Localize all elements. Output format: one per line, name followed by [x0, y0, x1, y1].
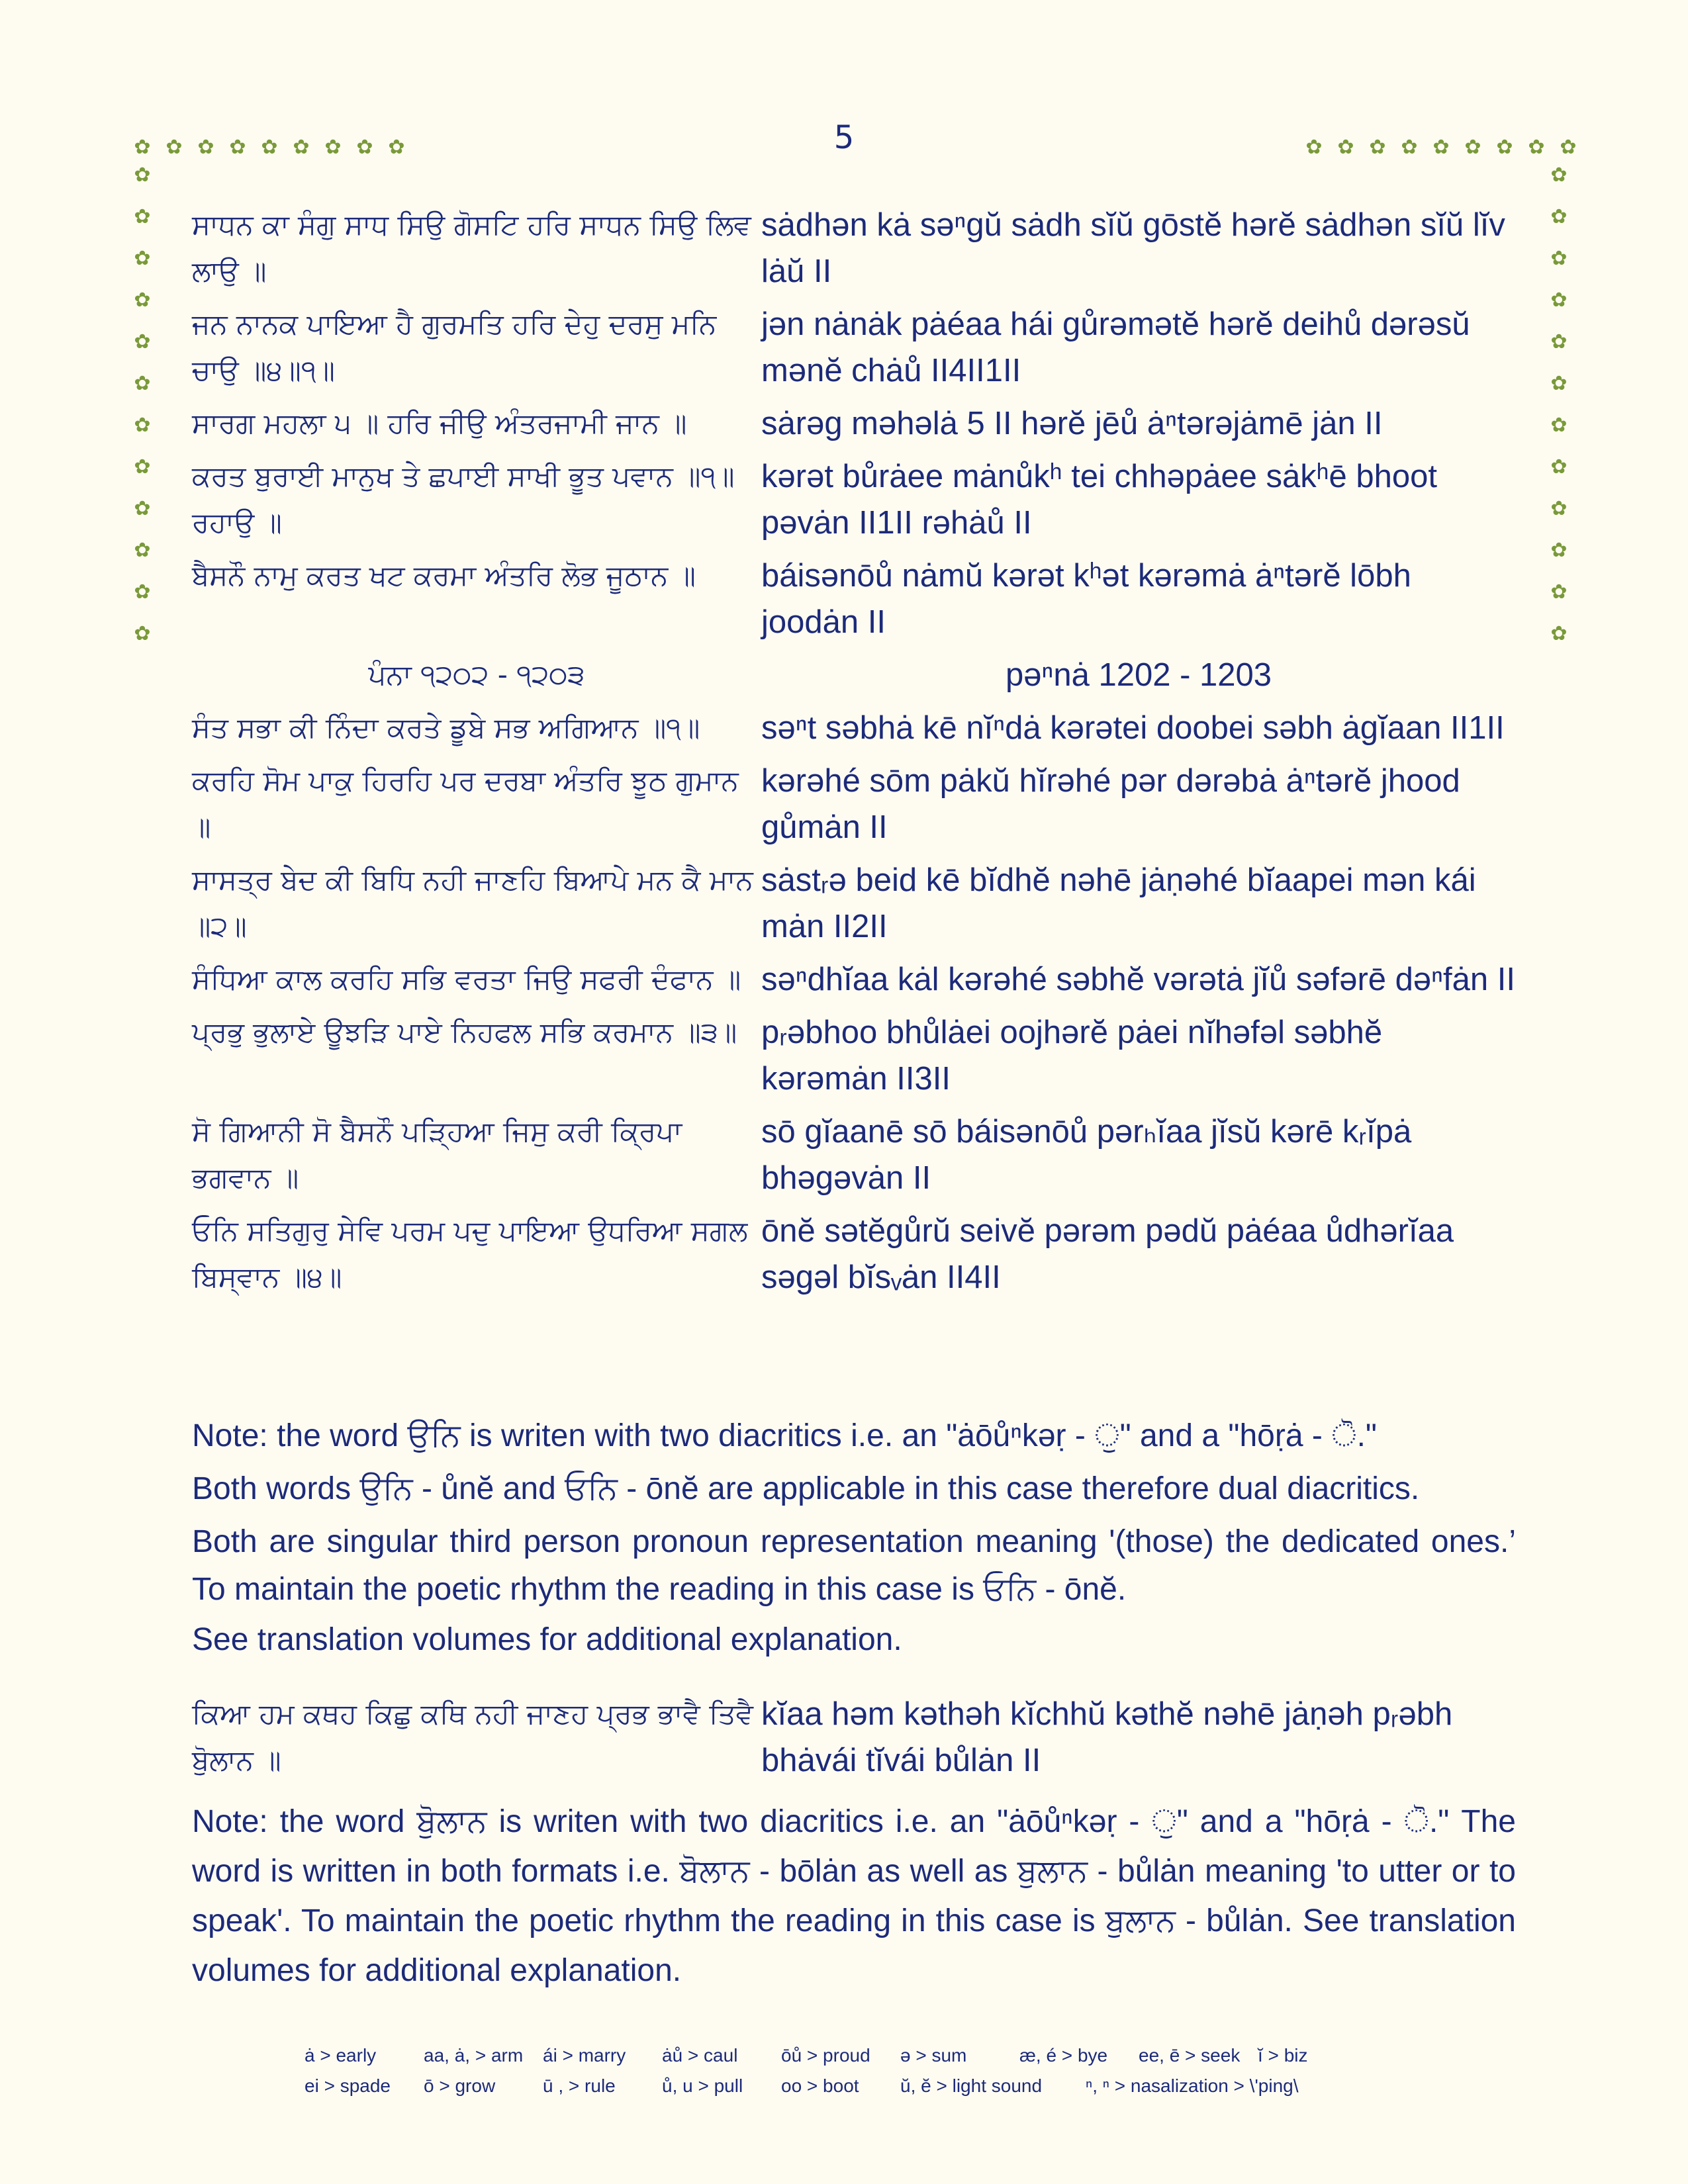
legend-row	[305, 2045, 1496, 2066]
flower-ornament-icon: ✿	[134, 136, 151, 159]
flower-ornament-icon: ✿	[134, 497, 151, 520]
transliteration-line: kərəhé sōm pȧkŭ hĭrəhé pər dərəbȧ ȧⁿtərĕ jhood gůmȧn II	[761, 763, 1460, 845]
transliteration-line: kərət bůrȧee mȧnůkʰ tei chhəpȧee sȧkʰē bhoot pəvȧn II1II rəhȧů II	[761, 459, 1437, 541]
flower-ornament-icon: ✿	[1432, 136, 1450, 159]
flower-ornament-icon: ✿	[1550, 163, 1568, 187]
flower-ornament-icon: ✿	[388, 136, 405, 159]
flower-ornament-icon: ✿	[1337, 136, 1354, 159]
flower-ornament-icon: ✿	[293, 136, 310, 159]
verse-row	[192, 453, 1516, 546]
legend-item: ə > sum	[900, 2045, 967, 2066]
transliteration-line: ōnĕ sətĕgůrŭ seivĕ pərəm pədŭ pȧéaa ůdhərĭaa səgəl bĭsᵥȧn II4II	[761, 1213, 1454, 1295]
flower-ornament-icon: ✿	[134, 372, 151, 395]
legend-item: ei > spade	[305, 2075, 391, 2096]
flower-ornament-icon: ✿	[1496, 136, 1513, 159]
verse-row	[192, 301, 1516, 394]
flower-ornament-icon: ✿	[1528, 136, 1545, 159]
transliteration-line: sō gĭaanē sō báisənōů pərₕĭaa jĭsŭ kərē kᵣĭpȧ bhəgəvȧn II	[761, 1114, 1412, 1196]
legend-item: ȧů > caul	[662, 2045, 738, 2066]
gurmukhi-line: ਬੈਸਨੌ ਨਾਮੁ ਕਰਤ ਖਟ ਕਰਮਾ ਅੰਤਰਿ ਲੋਭ ਜੂਠਾਨ ॥	[192, 559, 696, 592]
verse-table-bottom	[192, 1691, 1516, 1790]
gurmukhi-line: ਕਿਆ ਹਮ ਕਥਹ ਕਿਛੁ ਕਥਿ ਨਹੀ ਜਾਣਹ ਪ੍ਰਭ ਭਾਵੈ ਤਿਵੈ ਬੁੋਲਾਨ ॥	[192, 1698, 753, 1776]
section-heading	[192, 652, 1516, 698]
flower-ornament-icon: ✿	[134, 289, 151, 312]
legend-item: ŭ, ĕ > light sound	[900, 2075, 1043, 2096]
verse-row	[192, 400, 1516, 447]
gurmukhi-line: ਸੰਤ ਸਭਾ ਕੀ ਨਿੰਦਾ ਕਰਤੇ ਡੂਬੇ ਸਭ ਅਗਿਆਨ ॥੧॥	[192, 711, 700, 744]
flower-ornament-icon: ✿	[1550, 497, 1568, 520]
verse-row	[192, 857, 1516, 950]
gurmukhi-line: ਸਾਸਤ੍ਰ ਬੇਦ ਕੀ ਬਿਧਿ ਨਹੀ ਜਾਣਹਿ ਬਿਆਪੇ ਮਨ ਕੈ ਮਾਨ ॥੨॥	[192, 864, 753, 942]
flower-ornament-icon: ✿	[134, 330, 151, 353]
flower-ornament-icon: ✿	[134, 539, 151, 562]
verse-row	[192, 202, 1516, 295]
gurmukhi-line: ਕਰਹਿ ਸੋਮ ਪਾਕੁ ਹਿਰਹਿ ਪਰ ਦਰਬਾ ਅੰਤਰਿ ਝੂਠ ਗੁਮਾਨ ॥	[192, 764, 739, 843]
verse-row	[192, 956, 1516, 1003]
transliteration-line: səⁿdhĭaa kȧl kərəhé səbhĕ vərətȧ jĭů səfərē dəⁿfȧn II	[761, 962, 1515, 997]
note-line: Both words ਉਨਿ - ůnĕ and ਓਨਿ - ōnĕ are applicable in this case therefore dual diacritics.	[192, 1471, 1420, 1506]
flower-ornament-icon: ✿	[134, 247, 151, 270]
verse-row	[192, 1109, 1516, 1201]
verse-row	[192, 553, 1516, 645]
flower-ornament-icon: ✿	[1550, 372, 1568, 395]
flower-ornament-icon: ✿	[165, 136, 183, 159]
legend-item: ō > grow	[424, 2075, 496, 2096]
transliteration-line: báisənōů nȧmŭ kərət kʰət kərəmȧ ȧⁿtərĕ lōbh joodȧn II	[761, 558, 1411, 640]
flower-ornament-icon: ✿	[1550, 330, 1568, 353]
note-paragraph: Note: the word ਬੁੋਲਾਨ is writen with two diacritics i.e. an "ȧōůⁿkəṛ - ੁ" and a "hōṛȧ - ੋ." The word is written in both formats i.e. ਬੋਲਾਨ - bōlȧn as well as ਬੁਲਾਨ - bůlȧn meaning 'to utter or to speak'. To maintain the poetic rhythm the reading in this case is ਬੁਲਾਨ - bůlȧn. See translation volumes for additional explanation.	[192, 1804, 1516, 1988]
flower-ornament-icon: ✿	[1550, 247, 1568, 270]
gurmukhi-line: ਜਨ ਨਾਨਕ ਪਾਇਆ ਹੈ ਗੁਰਮਤਿ ਹਰਿ ਦੇਹੁ ਦਰਸੁ ਮਨਿ ਚਾਉ ॥੪॥੧॥	[192, 308, 717, 387]
flower-ornament-icon: ✿	[197, 136, 214, 159]
transliteration-line: sȧdhən kȧ səⁿgŭ sȧdh sĭŭ gōstĕ hərĕ sȧdhən sĭŭ lĭv lȧŭ II	[761, 207, 1505, 289]
legend-item: ái > marry	[543, 2045, 626, 2066]
flower-ornament-icon: ✿	[1550, 539, 1568, 562]
flower-ornament-icon: ✿	[134, 580, 151, 604]
note-block-2	[192, 1797, 1516, 1995]
flower-ornament-icon: ✿	[1550, 205, 1568, 228]
flower-ornament-icon: ✿	[324, 136, 342, 159]
note-line: Both are singular third person pronoun representation meaning '(those) the dedicated ones.’ To maintain the poetic rhythm the reading in this case is ਓਨਿ - ōnĕ.	[192, 1524, 1516, 1607]
legend-item: ⁿ, ⁿ > nasalization > \'ping\	[1086, 2075, 1299, 2096]
verse-row	[192, 1691, 1516, 1784]
gurmukhi-line: ਸੋ ਗਿਆਨੀ ਸੋ ਬੈਸਨੌ ਪੜ੍ਹਿਆ ਜਿਸੁ ਕਰੀ ਕ੍ਰਿਪਾ ਭਗਵਾਨ ॥	[192, 1115, 682, 1194]
flower-ornament-icon: ✿	[1550, 455, 1568, 478]
transliteration-line: kĭaa həm kəthəh kĭchhŭ kəthĕ nəhē jȧṇəh pᵣəbh bhȧvái tĭvái bůlȧn II	[761, 1696, 1453, 1778]
transliteration-line: pᵣəbhoo bhůlȧei oojhərĕ pȧei nĭhəfəl səbhĕ kərəmȧn II3II	[761, 1015, 1383, 1097]
legend-item: ee, ē > seek	[1139, 2045, 1241, 2066]
flower-ornament-icon: ✿	[134, 163, 151, 187]
legend-item: ū , > rule	[543, 2075, 616, 2096]
flower-ornament-icon: ✿	[1550, 580, 1568, 604]
verse-row	[192, 1208, 1516, 1300]
flower-ornament-icon: ✿	[1560, 136, 1577, 159]
gurmukhi-line: ਸਾਧਨ ਕਾ ਸੰਗੁ ਸਾਧ ਸਿਉ ਗੋਸਟਿ ਹਰਿ ਸਾਧਨ ਸਿਉ ਲਿਵ ਲਾਉ ॥	[192, 208, 751, 287]
gurmukhi-line: ਓਨਿ ਸਤਿਗੁਰੁ ਸੇਵਿ ਪਰਮ ਪਦੁ ਪਾਇਆ ਉਧਰਿਆ ਸਗਲ ਬਿਸ੍ਵਾਨ ॥੪॥	[192, 1214, 748, 1293]
verse-row	[192, 1009, 1516, 1102]
page-number: 5	[833, 119, 855, 156]
note-line: Note: the word ਉਨਿ is writen with two diacritics i.e. an "ȧōůⁿkəṛ - ੁ" and a "hōṛȧ - ੋ."	[192, 1418, 1377, 1453]
legend-item: ōů > proud	[781, 2045, 870, 2066]
flower-ornament-icon: ✿	[1464, 136, 1481, 159]
flower-ornament-icon: ✿	[356, 136, 373, 159]
transliteration-line: sȧstᵣə beid kē bĭdhĕ nəhē jȧṇəhé bĭaapei mən kái mȧn II2II	[761, 862, 1476, 944]
legend-item: ȧ > early	[305, 2045, 377, 2066]
legend-item: æ, é > bye	[1019, 2045, 1108, 2066]
legend-item: aa, ȧ, > arm	[424, 2045, 524, 2066]
flower-ornament-icon: ✿	[1369, 136, 1386, 159]
note-line: See translation volumes for additional explanation.	[192, 1622, 902, 1657]
flower-ornament-icon: ✿	[1550, 414, 1568, 437]
legend-item: oo > boot	[781, 2075, 859, 2096]
note-block-1	[192, 1410, 1516, 1666]
gurmukhi-line: ਪ੍ਰਭੁ ਭੁਲਾਏ ਊਝੜਿ ਪਾਏ ਨਿਹਫਲ ਸਭਿ ਕਰਮਾਨ ॥੩॥	[192, 1016, 737, 1048]
flower-ornament-icon: ✿	[261, 136, 278, 159]
flower-ornament-icon: ✿	[1305, 136, 1323, 159]
section-heading-translit: pəⁿnȧ 1202 - 1203	[1005, 657, 1272, 693]
verse-row	[192, 705, 1516, 751]
flower-ornament-icon: ✿	[134, 205, 151, 228]
legend-item: ĭ > biz	[1258, 2045, 1308, 2066]
transliteration-line: jən nȧnȧk pȧéaa hái gůrəmətĕ hərĕ deihů dərəsŭ mənĕ chȧů II4II1II	[761, 306, 1470, 388]
transliteration-line: sȧrəg məhəlȧ 5 II hərĕ jēů ȧⁿtərəjȧmē jȧn II	[761, 406, 1383, 441]
legend-item: ů, u > pull	[662, 2075, 743, 2096]
gurmukhi-line: ਸੰਧਿਆ ਕਾਲ ਕਰਹਿ ਸਭਿ ਵਰਤਾ ਜਿਉ ਸਫਰੀ ਦੰਫਾਨ ॥	[192, 963, 741, 995]
legend-row	[305, 2075, 1496, 2097]
flower-ornament-icon: ✿	[134, 622, 151, 645]
flower-ornament-icon: ✿	[1401, 136, 1418, 159]
gurmukhi-line: ਕਰਤ ਬੁਰਾਈ ਮਾਨੁਖ ਤੇ ਛਪਾਈ ਸਾਖੀ ਭੂਤ ਪਵਾਨ ॥੧॥ ਰਹਾਉ ॥	[192, 460, 735, 539]
flower-ornament-icon: ✿	[229, 136, 246, 159]
flower-ornament-icon: ✿	[1550, 289, 1568, 312]
flower-ornament-icon: ✿	[1550, 622, 1568, 645]
section-heading-gurmukhi: ਪੰਨਾ ੧੨੦੨ - ੧੨੦੩	[368, 659, 585, 691]
transliteration-line: səⁿt səbhȧ kē nĭⁿdȧ kərətei doobei səbh ȧgĭaan II1II	[761, 710, 1505, 746]
flower-ornament-icon: ✿	[134, 455, 151, 478]
flower-ornament-icon: ✿	[134, 414, 151, 437]
verse-table	[192, 202, 1516, 1307]
gurmukhi-line: ਸਾਰਗ ਮਹਲਾ ੫ ॥ ਹਰਿ ਜੀਉ ਅੰਤਰਜਾਮੀ ਜਾਨ ॥	[192, 407, 687, 439]
pronunciation-legend	[305, 2045, 1496, 2106]
verse-row	[192, 758, 1516, 850]
